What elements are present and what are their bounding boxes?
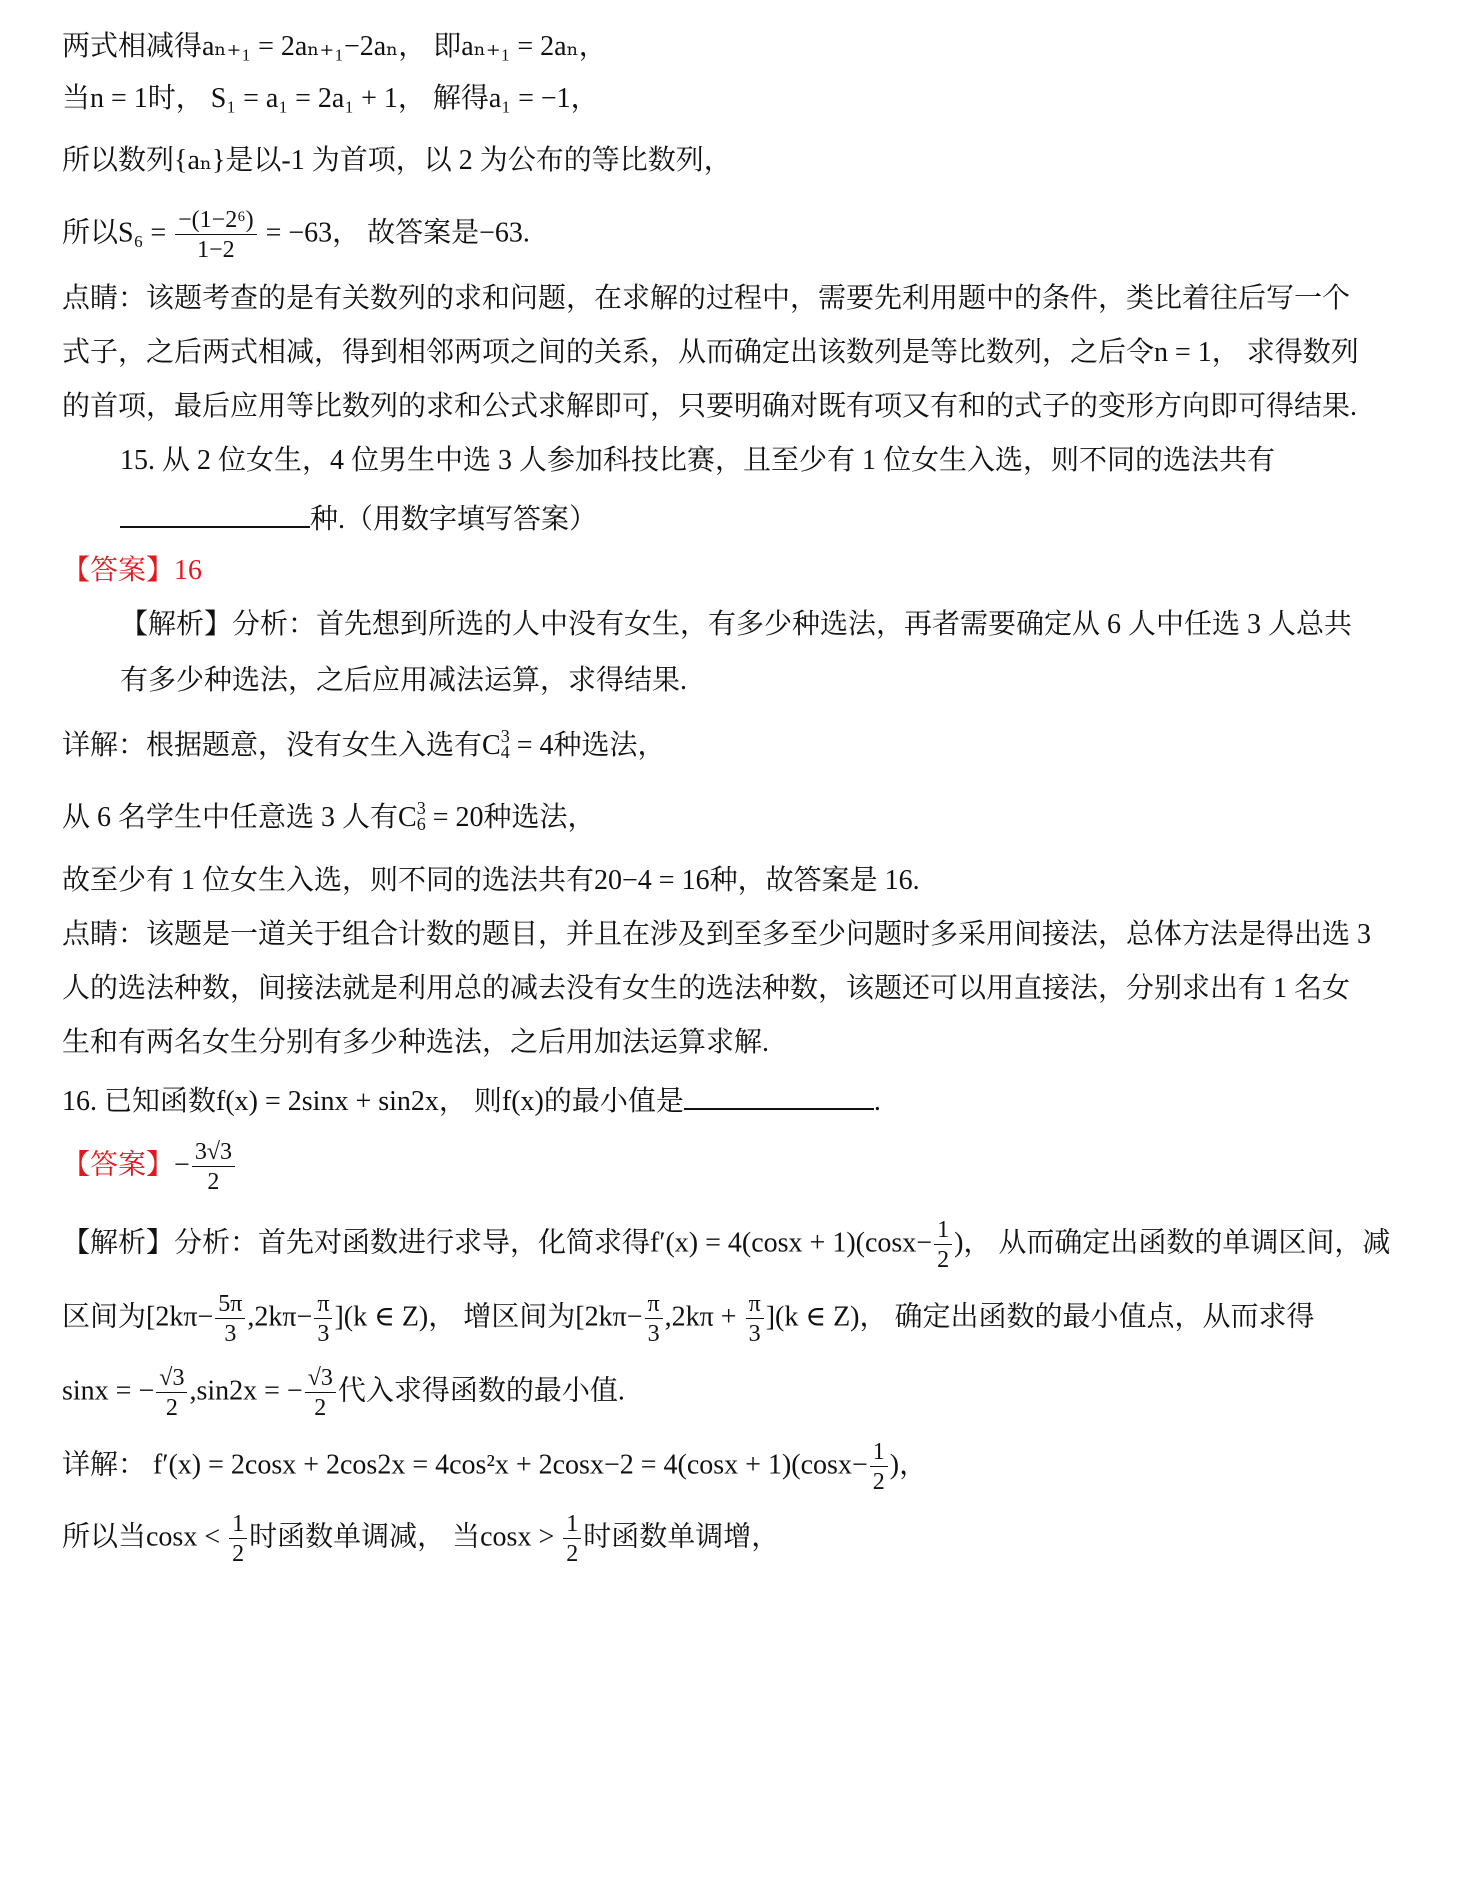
numerator: 5π <box>218 1291 243 1317</box>
denominator: 2 <box>870 1466 888 1494</box>
text: 从 6 名学生中任意选 3 人有C <box>62 802 417 833</box>
monotonic-line <box>62 1512 779 1566</box>
text: 详解： f′(x) = 2cosx + 2cos2x = 4cos²x + 2cosx−2 = 4(cosx + 1)(cosx− <box>62 1449 868 1481</box>
analysis-line <box>62 1218 1390 1272</box>
text: ](k ∈ Z)， 增区间为[2kπ− <box>334 1301 643 1333</box>
numerator: π <box>317 1291 330 1317</box>
denominator: 2 <box>305 1392 336 1420</box>
question-15: 15. 从 2 位女生，4 位男生中选 3 人参加科技比赛，且至少有 1 位女生入选，则不同的选法共有 <box>120 445 1276 476</box>
text: 代入求得函数的最小值. <box>337 1375 625 1407</box>
fraction <box>314 1292 332 1346</box>
text: ,2kπ− <box>247 1301 313 1333</box>
analysis-line: 有多少种选法，之后应用减法运算，求得结果. <box>120 665 688 696</box>
denominator: 3 <box>215 1318 245 1346</box>
text-line: 所以数列{aₙ}是以-1 为首项，以 2 为公布的等比数列， <box>62 145 732 176</box>
answer-label: 【答案】 <box>62 1149 175 1181</box>
text: 所以S₆ = <box>62 217 167 249</box>
fraction <box>870 1440 888 1494</box>
fraction <box>645 1292 663 1346</box>
denominator: 3 <box>314 1318 332 1346</box>
numerator: 1 <box>566 1511 579 1537</box>
numerator: −(1−2⁶) <box>178 207 254 233</box>
fraction <box>746 1292 764 1346</box>
dianjing-line: 式子，之后两式相减，得到相邻两项之间的关系，从而确定出该数列是等比数列，之后令n = 1， 求得数列 <box>62 337 1359 368</box>
denominator: 1−2 <box>175 234 256 262</box>
dianjing-line: 的首项，最后应用等比数列的求和公式求解即可，只要明确对既有项又有和的式子的变形方向即可得结果. <box>62 391 1358 422</box>
numerator: π <box>647 1291 660 1317</box>
text: )， 从而确定出函数的单调区间，减 <box>954 1227 1391 1259</box>
dianjing-line: 生和有两名女生分别有多少种选法，之后用加法运算求解. <box>62 1027 770 1058</box>
answer-blank <box>684 1082 874 1110</box>
denominator: 2 <box>563 1538 581 1566</box>
text: ](k ∈ Z)， 确定出函数的最小值点，从而求得 <box>765 1301 1315 1333</box>
combination-index <box>501 728 510 760</box>
text: ,2kπ + <box>664 1301 744 1333</box>
sup: 3 <box>500 726 510 746</box>
numerator: 3√3 <box>194 1139 232 1165</box>
text: 时函数单调增， <box>583 1521 780 1553</box>
numerator: 1 <box>937 1217 950 1243</box>
text: = 20种选法， <box>425 802 596 833</box>
fraction <box>156 1366 187 1420</box>
sub: 6 <box>416 814 426 834</box>
sub: 4 <box>500 742 510 762</box>
text: ,sin2x = − <box>189 1375 303 1407</box>
text: . <box>873 1086 881 1117</box>
denominator: 2 <box>156 1392 187 1420</box>
answer-fraction <box>192 1140 235 1194</box>
sup: 3 <box>416 798 426 818</box>
answer-line <box>62 1140 237 1194</box>
detail-line: 故至少有 1 位女生入选，则不同的选法共有20−4 = 16种，故答案是 16. <box>62 865 920 896</box>
combination-index <box>417 800 426 832</box>
text-line: 当n = 1时， S₁ = a₁ = 2a₁ + 1， 解得a₁ = −1， <box>62 83 599 114</box>
formula-line <box>62 208 530 262</box>
text: 【解析】分析：首先对函数进行求导，化简求得f′(x) = 4(cosx + 1)(cosx− <box>62 1227 933 1259</box>
denominator: 2 <box>192 1166 235 1194</box>
denominator: 3 <box>746 1318 764 1346</box>
detail-line <box>62 728 665 763</box>
text-line: 两式相减得aₙ₊₁ = 2aₙ₊₁−2aₙ， 即aₙ₊₁ = 2aₙ， <box>62 31 607 62</box>
numerator: 1 <box>232 1511 245 1537</box>
fraction <box>934 1218 952 1272</box>
text: 详解：根据题意，没有女生入选有C <box>62 730 501 761</box>
denominator: 2 <box>934 1244 952 1272</box>
text: 16. 已知函数f(x) = 2sinx + sin2x， 则f(x)的最小值是 <box>62 1086 684 1117</box>
text: )， <box>889 1449 928 1481</box>
answer-label: 【答案】 <box>62 555 175 586</box>
text: sinx = − <box>62 1375 155 1407</box>
fraction <box>563 1512 581 1566</box>
numerator: √3 <box>159 1365 185 1391</box>
text: 时函数单调减， 当cosx > <box>249 1521 562 1553</box>
question-15-blank-line <box>120 500 597 537</box>
dianjing-line: 点睛：该题考查的是有关数列的求和问题，在求解的过程中，需要先利用题中的条件，类比着往后写一个 <box>62 283 1351 314</box>
answer-blank <box>120 500 310 528</box>
fraction <box>229 1512 247 1566</box>
detail-line <box>62 1440 927 1494</box>
text: = 4种选法， <box>509 730 666 761</box>
text: 种.（用数字填写答案） <box>310 504 598 535</box>
fraction <box>175 208 256 262</box>
numerator: 1 <box>872 1439 885 1465</box>
fraction <box>305 1366 336 1420</box>
text: = −63， 故答案是−63. <box>265 217 530 249</box>
question-16 <box>62 1082 881 1119</box>
answer-value: 16 <box>174 555 203 586</box>
analysis-line: 【解析】分析：首先想到所选的人中没有女生，有多少种选法，再者需要确定从 6 人中任选 3 人总共 <box>120 609 1353 640</box>
denominator: 2 <box>229 1538 247 1566</box>
detail-line <box>62 800 595 835</box>
dianjing-line: 点睛：该题是一道关于组合计数的题目，并且在涉及到至多至少问题时多采用间接法，总体方法是得出选 3 <box>62 919 1372 950</box>
answer-sign: − <box>174 1149 190 1181</box>
interval-line <box>62 1292 1315 1346</box>
numerator: π <box>748 1291 761 1317</box>
text: 区间为[2kπ− <box>62 1301 214 1333</box>
numerator: √3 <box>307 1365 333 1391</box>
answer-line <box>62 554 202 588</box>
text: 所以当cosx < <box>62 1521 228 1553</box>
denominator: 3 <box>645 1318 663 1346</box>
fraction <box>215 1292 245 1346</box>
sin-line <box>62 1366 625 1420</box>
dianjing-line: 人的选法种数，间接法就是利用总的减去没有女生的选法种数，该题还可以用直接法，分别求出有 1 名女 <box>62 973 1351 1004</box>
